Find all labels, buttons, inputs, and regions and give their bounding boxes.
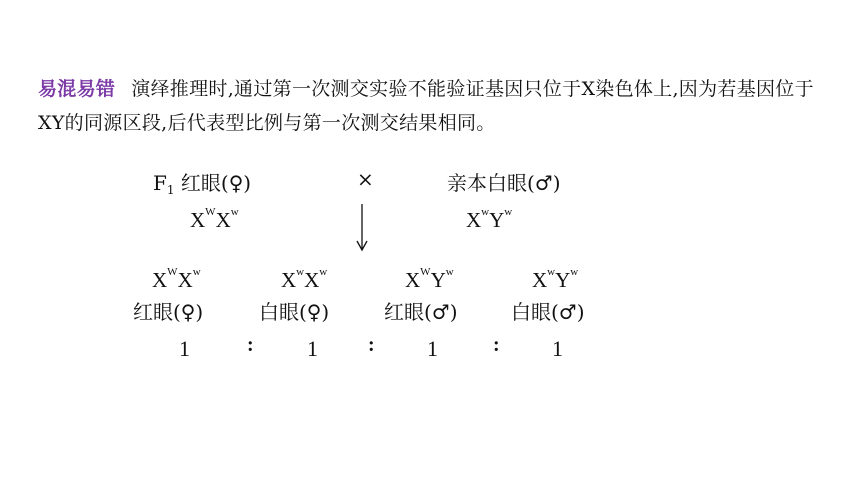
parent1-phenotype-text: 红眼(♀) xyxy=(180,171,252,195)
parent1-genotype: $X^WX^w$ xyxy=(190,206,239,232)
offspring-2-genotype: $X^wX^w$ xyxy=(281,266,328,292)
note-label: 易混易错 xyxy=(38,78,116,100)
offspring-1-genotype: $X^WX^w$ xyxy=(152,266,201,292)
offspring-2-phenotype: 白眼(♀) xyxy=(259,300,330,324)
ratio-4: 1 xyxy=(552,336,563,361)
down-arrow-icon xyxy=(352,203,372,255)
offspring-4-phenotype: 白眼(♂) xyxy=(511,300,585,324)
offspring-1-phenotype: 红眼(♀) xyxy=(133,300,204,324)
offspring-3-genotype: $X^WY^w$ xyxy=(405,266,454,292)
ratio-3: 1 xyxy=(427,336,438,361)
ratio-1: 1 xyxy=(179,336,190,361)
offspring-4-genotype: $X^wY^w$ xyxy=(532,266,579,292)
ratio-separator-3: : xyxy=(493,334,500,356)
ratio-2: 1 xyxy=(307,336,318,361)
note-paragraph xyxy=(38,72,838,140)
offspring-3-phenotype: 红眼(♂) xyxy=(384,300,458,324)
parent2-genotype: $X^wY^w$ xyxy=(466,206,513,232)
parent1-prefix: F xyxy=(153,171,167,195)
note-text: 演绎推理时,通过第一次测交实验不能验证基因只位于X染色体上,因为若基因位于XY的同源区段,后代表型比例与第一次测交结果相同。 xyxy=(38,78,814,134)
parent1-phenotype xyxy=(153,167,251,196)
cross-symbol: × xyxy=(357,167,374,191)
ratio-separator-2: : xyxy=(368,334,375,356)
parent1-prefix-sub: 1 xyxy=(166,183,175,197)
ratio-separator-1: : xyxy=(247,334,254,356)
parent2-phenotype: 亲本白眼(♂) xyxy=(447,171,561,195)
